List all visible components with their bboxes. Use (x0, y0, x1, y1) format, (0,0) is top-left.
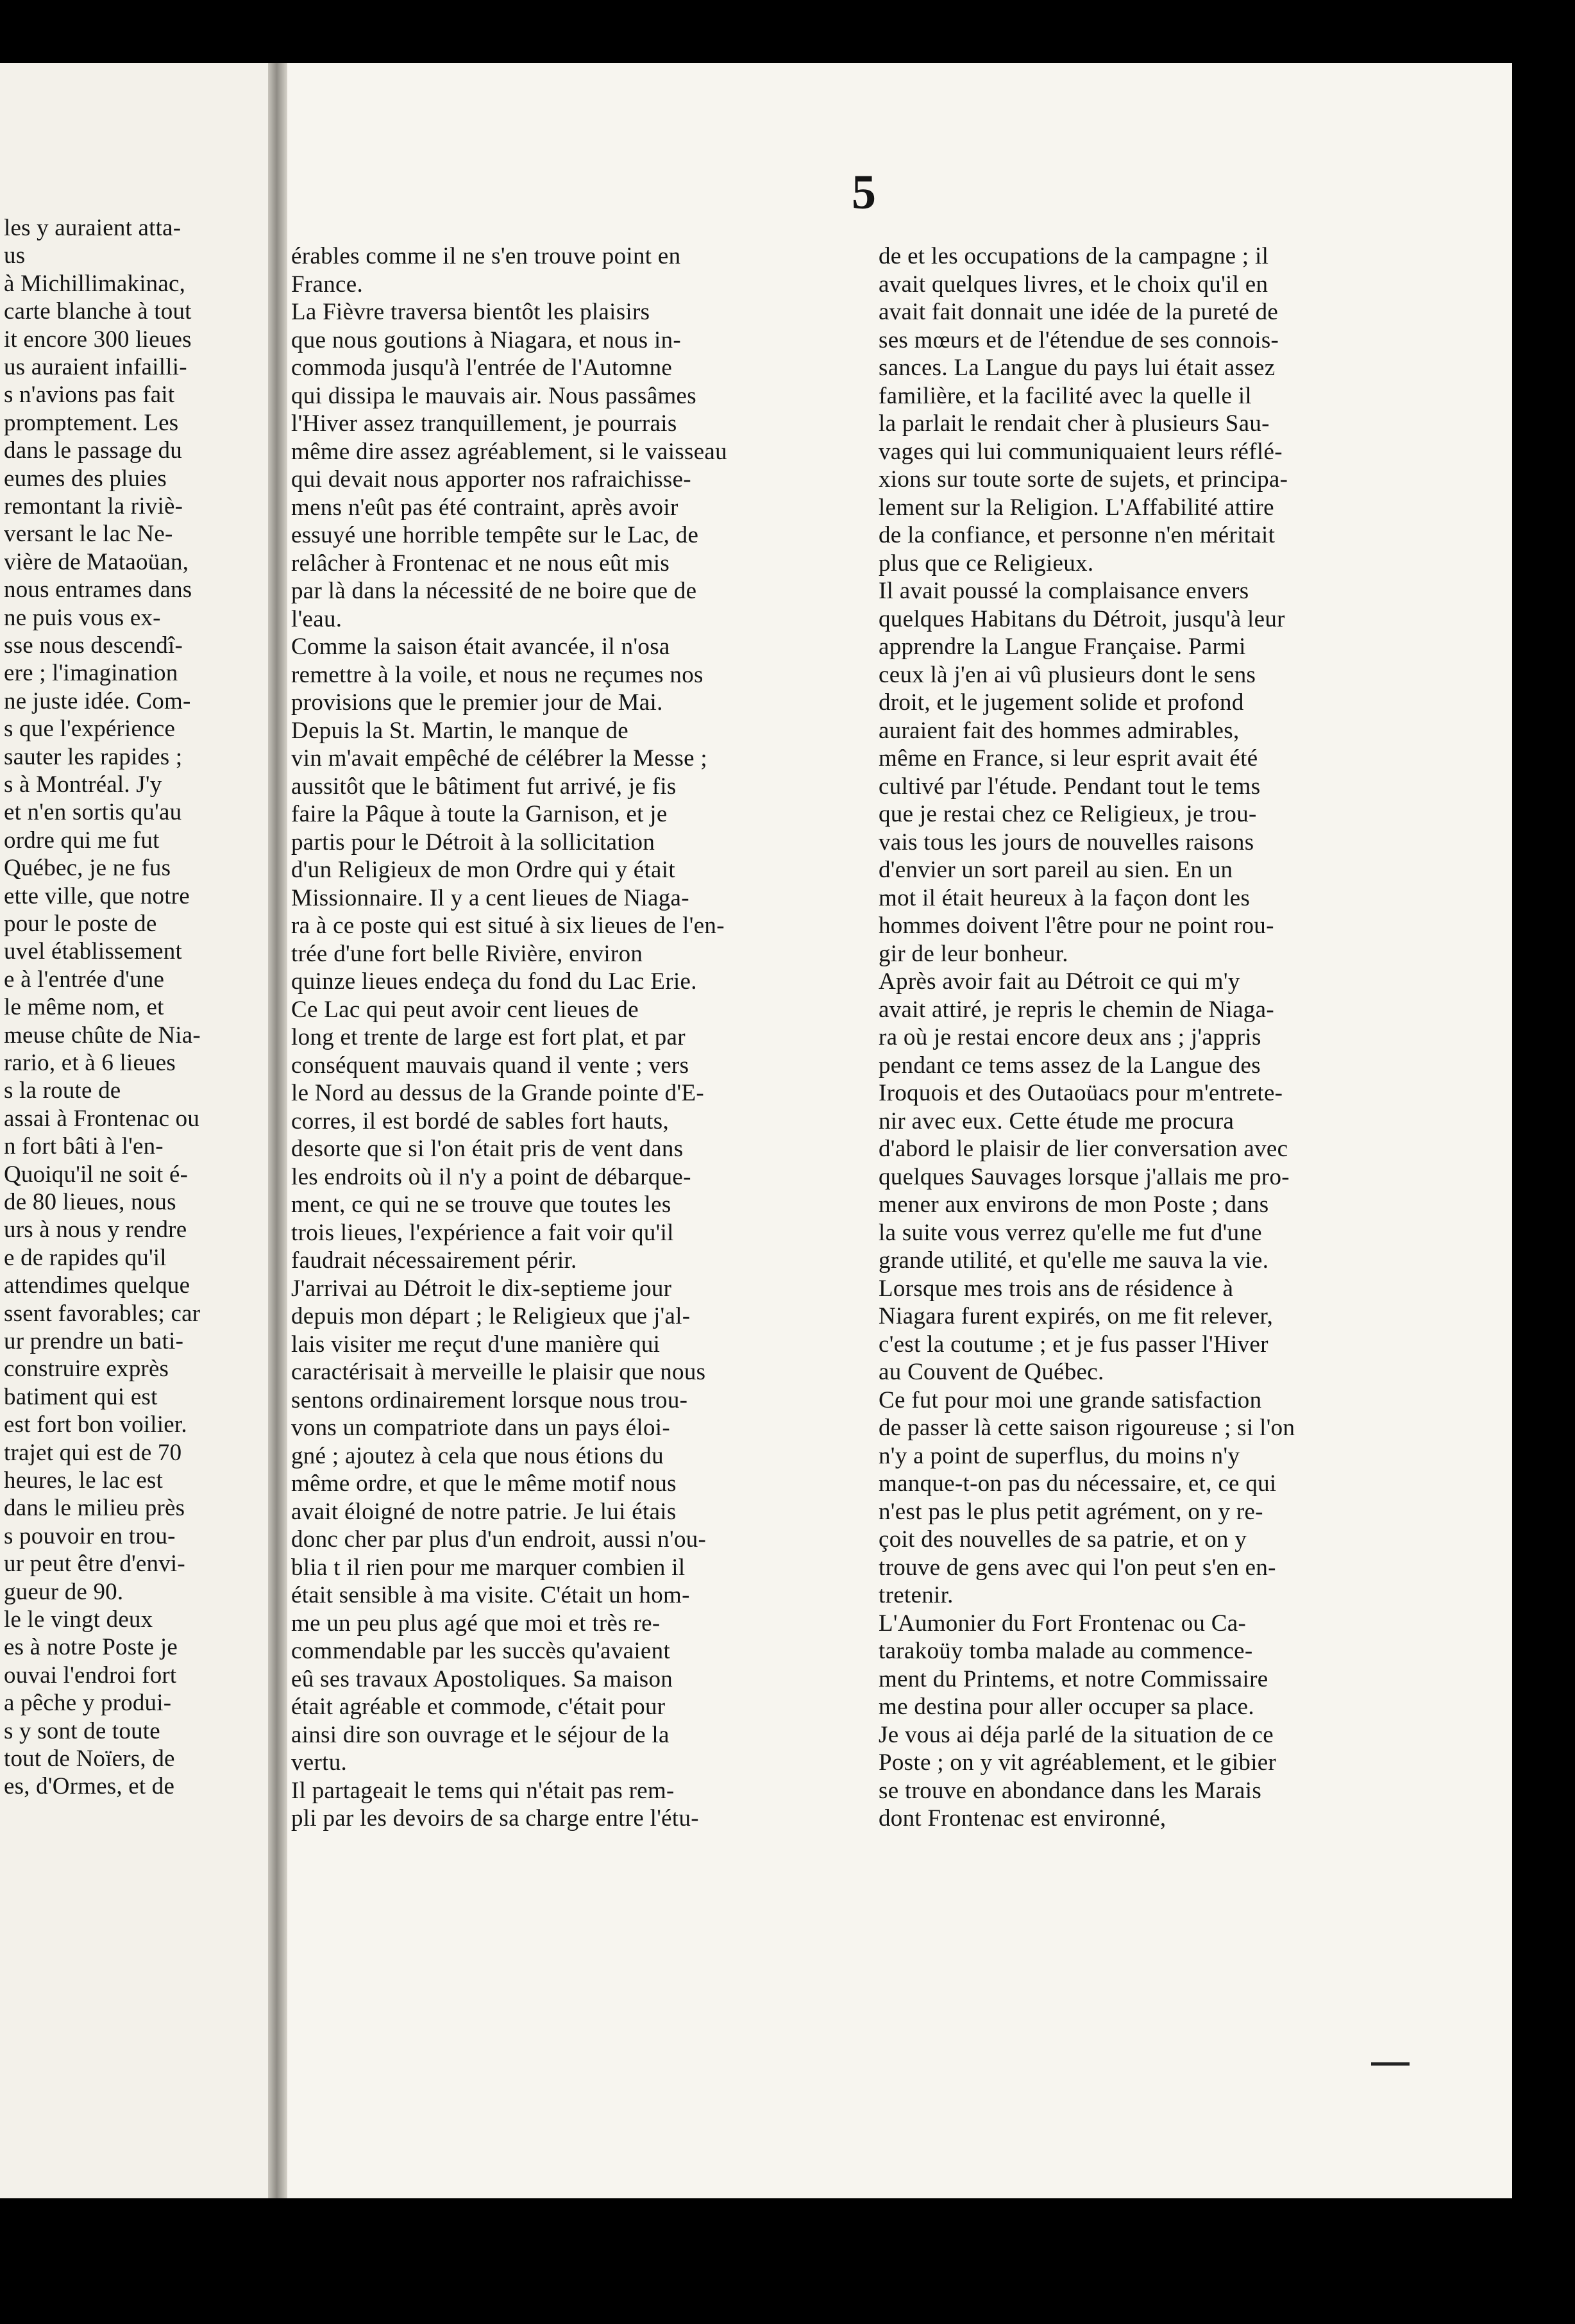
text-line: même dire assez agréablement, si le vaisseau (291, 438, 727, 465)
text-line: dans le milieu près (4, 1495, 185, 1522)
text-line: avait attiré, je repris le chemin de Niaga- (879, 996, 1274, 1023)
text-line: s n'avions pas fait (4, 382, 175, 408)
text-line: d'abord le plaisir de lier conversation avec (879, 1136, 1288, 1162)
text-line: de la confiance, et personne n'en méritait (879, 522, 1276, 548)
right-text-column (879, 242, 1448, 2153)
text-line: es, d'Ormes, et de (4, 1773, 175, 1800)
text-line: quelques Sauvages lorsque j'allais me pro- (879, 1163, 1290, 1190)
text-line: vais tous les jours de nouvelles raisons (879, 829, 1254, 855)
text-line: trajet qui est de 70 (4, 1439, 182, 1466)
text-line: remontant la riviè- (4, 493, 183, 519)
text-line: ment du Printems, et notre Commissaire (879, 1665, 1268, 1692)
text-line: batiment qui est (4, 1383, 158, 1410)
text-line: se trouve en abondance dans les Marais (879, 1777, 1262, 1804)
text-line: familière, et la facilité avec la quelle il (879, 382, 1252, 409)
text-line: le même nom, et (4, 994, 164, 1021)
text-line: manque-t-on pas du nécessaire, et, ce qui (879, 1470, 1277, 1497)
text-line: blia t il rien pour me marquer combien il (291, 1554, 686, 1581)
text-line: Il partageait le tems qui n'était pas rem- (291, 1777, 675, 1804)
text-line: Iroquois et des Outaoüacs pour m'entrete- (879, 1080, 1283, 1106)
closing-rule (1371, 2062, 1410, 2066)
text-line: l'Hiver assez tranquillement, je pourrais (291, 410, 677, 437)
text-line: provisions que le premier jour de Mai. (291, 689, 663, 716)
text-line: ssent favorables; car (4, 1300, 201, 1327)
text-line: ur prendre un bati- (4, 1328, 184, 1354)
text-line: lement sur la Religion. L'Affabilité attire (879, 494, 1274, 521)
text-line: heures, le lac est (4, 1467, 164, 1494)
text-line: que nous goutions à Niagara, et nous in- (291, 326, 681, 353)
text-line: nous entrames dans (4, 577, 192, 603)
text-line: vin m'avait empêché de célébrer la Messe ; (291, 745, 708, 771)
text-line: pendant ce tems assez de la Langue des (879, 1052, 1261, 1079)
text-line: tretenir. (879, 1582, 954, 1608)
right-page (287, 63, 1512, 2198)
text-line: uvel établissement (4, 938, 182, 965)
text-line: droit, et le jugement solide et profond (879, 689, 1244, 716)
text-line: mens n'eût pas été contraint, après avoir (291, 494, 678, 521)
text-line: avait fait donnait une idée de la pureté de (879, 299, 1279, 325)
text-line: était sensible à ma visite. C'était un hom- (291, 1582, 690, 1608)
text-line: us auraient infailli- (4, 354, 187, 380)
text-line: J'arrivai au Détroit le dix-septieme jour (291, 1275, 672, 1302)
text-line: çoit des nouvelles de sa patrie, et on y (879, 1526, 1247, 1553)
text-line: construire exprès (4, 1356, 169, 1383)
text-line: Après avoir fait au Détroit ce qui m'y (879, 968, 1240, 995)
text-line: s à Montréal. J'y (4, 771, 162, 798)
page-number: 5 (852, 165, 876, 219)
text-line: it encore 300 lieues (4, 326, 192, 353)
text-line: xions sur toute sorte de sujets, et principa- (879, 466, 1288, 493)
text-line: le Nord au dessus de la Grande pointe d'E- (291, 1080, 704, 1106)
text-line: eumes des pluies (4, 465, 167, 492)
text-line: relâcher à Frontenac et ne nous eût mis (291, 550, 670, 577)
text-line: promptement. Les (4, 409, 179, 436)
text-line: hommes doivent l'être pour ne point rou- (879, 913, 1274, 939)
text-line: s la route de (4, 1077, 121, 1104)
text-line: Il avait poussé la complaisance envers (879, 578, 1249, 604)
text-line: ordre qui me fut (4, 827, 160, 854)
text-line: était agréable et commode, c'était pour (291, 1694, 666, 1720)
text-line: eû ses travaux Apostoliques. Sa maison (291, 1665, 673, 1692)
text-line: vons un compatriote dans un pays éloi- (291, 1415, 670, 1441)
text-line: trouve de gens avec qui l'on peut s'en en- (879, 1554, 1276, 1581)
text-line: desorte que si l'on était pris de vent dans (291, 1136, 684, 1162)
text-line: gir de leur bonheur. (879, 940, 1068, 967)
text-line: donc cher par plus d'un endroit, aussi n'ou- (291, 1526, 707, 1553)
text-line: ra où je restai encore deux ans ; j'appris (879, 1024, 1261, 1050)
text-line: depuis mon départ ; le Religieux que j'al- (291, 1303, 691, 1329)
text-line: ses mœurs et de l'étendue de ses connois- (879, 326, 1279, 353)
text-line: meuse chûte de Nia- (4, 1022, 201, 1048)
text-line: France. (291, 271, 364, 298)
text-line: vages qui lui communiquaient leurs réflé- (879, 438, 1283, 465)
text-line: de passer là cette saison rigoureuse ; si l'on (879, 1415, 1295, 1441)
text-line: plus que ce Religieux. (879, 550, 1094, 577)
text-line: Québec, je ne fus (4, 855, 171, 882)
text-line: long et trente de large est fort plat, et par (291, 1024, 686, 1050)
text-line: L'Aumonier du Fort Frontenac ou Ca- (879, 1610, 1247, 1637)
text-line: tarakoüy tomba malade au commence- (879, 1638, 1253, 1664)
text-line: quinze lieues endeça du fond du Lac Erie. (291, 968, 697, 995)
text-line: n'y a point de superflus, du moins n'y (879, 1442, 1240, 1469)
text-line: faudrait nécessairement périr. (291, 1247, 577, 1274)
text-line: n'est pas le plus petit agrément, on y re- (879, 1498, 1263, 1525)
text-line: Depuis la St. Martin, le manque de (291, 717, 629, 744)
text-line: grande utilité, et qu'elle me sauva la vie. (879, 1247, 1269, 1274)
text-line: les y auraient atta- (4, 215, 181, 241)
text-line: de 80 lieues, nous (4, 1189, 176, 1215)
text-line: faire la Pâque à toute la Garnison, et je (291, 801, 668, 827)
text-line: a pêche y produi- (4, 1690, 172, 1717)
middle-text-column (287, 242, 857, 2153)
text-line: cultivé par l'étude. Pendant tout le tems (879, 773, 1261, 800)
text-line: apprendre la Langue Française. Parmi (879, 634, 1246, 660)
text-line: avait quelques livres, et le choix qu'il en (879, 271, 1268, 298)
text-line: et n'en sortis qu'au (4, 799, 182, 826)
text-line: Quoiqu'il ne soit é- (4, 1161, 189, 1188)
text-line: ment, ce qui ne se trouve que toutes les (291, 1191, 671, 1218)
text-line: es à notre Poste je (4, 1634, 178, 1661)
text-line: s pouvoir en trou- (4, 1522, 176, 1549)
text-line: pour le poste de (4, 911, 157, 937)
text-line: assai à Frontenac ou (4, 1105, 200, 1132)
text-line: Niagara furent expirés, on me fit relever, (879, 1303, 1274, 1329)
book-gutter (268, 63, 287, 2198)
text-line: ur peut être d'envi- (4, 1551, 185, 1578)
text-line: sentons ordinairement lorsque nous trou- (291, 1386, 688, 1413)
text-line: Ce Lac qui peut avoir cent lieues de (291, 996, 639, 1023)
text-line: mot il était heureux à la façon dont les (879, 884, 1251, 911)
text-line: partis pour le Détroit à la sollicitation (291, 829, 655, 855)
text-line: est fort bon voilier. (4, 1411, 187, 1438)
text-line: remettre à la voile, et nous ne reçumes nos (291, 661, 703, 688)
text-line: caractérisait à merveille le plaisir que nous (291, 1359, 706, 1385)
text-line: même en France, si leur esprit avait été (879, 745, 1258, 771)
text-line: me destina pour aller occuper sa place. (879, 1694, 1254, 1720)
text-line: pli par les devoirs de sa charge entre l'étu- (291, 1805, 699, 1831)
text-line: commendable par les succès qu'avaient (291, 1638, 671, 1664)
text-line: les endroits où il n'y a point de débarque- (291, 1163, 691, 1190)
text-line: vière de Mataoüan, (4, 548, 189, 575)
text-line: conséquent mauvais quand il vente ; vers (291, 1052, 689, 1079)
text-line: Je vous ai déja parlé de la situation de ce (879, 1721, 1274, 1748)
text-line: e de rapides qu'il (4, 1244, 167, 1271)
text-line: ne puis vous ex- (4, 604, 161, 631)
text-line: qui dissipa le mauvais air. Nous passâmes (291, 382, 696, 409)
text-line: que je restai chez ce Religieux, je trou- (879, 801, 1257, 827)
text-line: quelques Habitans du Détroit, jusqu'à leur (879, 605, 1285, 632)
text-line: ere ; l'imagination (4, 660, 178, 687)
text-line: de et les occupations de la campagne ; il (879, 243, 1269, 269)
text-line: au Couvent de Québec. (879, 1359, 1104, 1385)
text-line: même ordre, et que le même motif nous (291, 1470, 677, 1497)
text-line: mener aux environs de mon Poste ; dans (879, 1191, 1269, 1218)
text-line: corres, il est bordé de sables fort hauts, (291, 1107, 670, 1134)
text-line: La Fièvre traversa bientôt les plaisirs (291, 299, 650, 325)
text-line: trois lieues, l'expérience a fait voir qu'il (291, 1219, 674, 1246)
left-page-fragment (0, 63, 268, 2198)
text-line: ette ville, que notre (4, 882, 190, 909)
text-line: par là dans la nécessité de ne boire que de (291, 578, 697, 604)
text-line: sauter les rapides ; (4, 743, 183, 770)
text-line: Lorsque mes trois ans de résidence à (879, 1275, 1234, 1302)
text-line: sances. La Langue du pays lui était assez (879, 355, 1276, 381)
text-line: attendimes quelque (4, 1272, 190, 1299)
text-line: dans le passage du (4, 437, 182, 464)
text-line: e à l'entrée d'une (4, 966, 165, 993)
text-line: aussitôt que le bâtiment fut arrivé, je fis (291, 773, 677, 800)
text-line: us (4, 242, 26, 269)
text-line: gné ; ajoutez à cela que nous étions du (291, 1442, 664, 1469)
text-line: lais visiter me reçut d'une manière qui (291, 1331, 661, 1358)
text-line: tout de Noïers, de (4, 1746, 175, 1772)
text-line: n fort bâti à l'en- (4, 1133, 164, 1160)
text-line: me un peu plus agé que moi et très re- (291, 1610, 661, 1637)
text-line: auraient fait des hommes admirables, (879, 717, 1240, 744)
text-line: la parlait le rendait cher à plusieurs Sau- (879, 410, 1270, 437)
text-line: vertu. (291, 1749, 348, 1776)
text-line: ainsi dire son ouvrage et le séjour de la (291, 1721, 670, 1748)
text-line: l'eau. (291, 605, 342, 632)
text-line: nir avec eux. Cette étude me procura (879, 1107, 1234, 1134)
text-line: à Michillimakinac, (4, 270, 186, 297)
text-line: essuyé une horrible tempête sur le Lac, de (291, 522, 699, 548)
text-line: avait éloigné de notre patrie. Je lui étais (291, 1498, 677, 1525)
text-line: dont Frontenac est environné, (879, 1805, 1167, 1831)
text-line: Ce fut pour moi une grande satisfaction (879, 1386, 1262, 1413)
text-line: c'est la coutume ; et je fus passer l'Hiver (879, 1331, 1268, 1358)
text-line: sse nous descendî- (4, 632, 183, 659)
text-line: ceux là j'en ai vû plusieurs dont le sens (879, 661, 1256, 688)
text-line: gueur de 90. (4, 1578, 124, 1605)
text-line: ra à ce poste qui est situé à six lieues de l'en- (291, 913, 725, 939)
text-line: commoda jusqu'à l'entrée de l'Automne (291, 355, 673, 381)
text-line: qui devait nous apporter nos rafraichisse- (291, 466, 691, 493)
text-line: ouvai l'endroi fort (4, 1662, 177, 1688)
text-line: versant le lac Ne- (4, 521, 173, 548)
text-line: d'un Religieux de mon Ordre qui y était (291, 857, 675, 883)
text-line: carte blanche à tout (4, 298, 192, 325)
text-line: Poste ; on y vit agréablement, et le gibier (879, 1749, 1277, 1776)
text-line: urs à nous y rendre (4, 1217, 187, 1243)
text-line: rario, et à 6 lieues (4, 1050, 176, 1076)
text-line: Missionnaire. Il y a cent lieues de Niaga- (291, 884, 689, 911)
text-line: trée d'une fort belle Rivière, environ (291, 940, 643, 967)
text-line: s que l'expérience (4, 716, 176, 743)
text-line: érables comme il ne s'en trouve point en (291, 243, 681, 269)
text-line: ne juste idée. Com- (4, 687, 191, 714)
text-line: Comme la saison était avancée, il n'osa (291, 634, 670, 660)
text-line: d'envier un sort pareil au sien. En un (879, 857, 1233, 883)
text-line: s y sont de toute (4, 1717, 160, 1744)
text-line: la suite vous verrez qu'elle me fut d'une (879, 1219, 1262, 1246)
text-line: le le vingt deux (4, 1606, 153, 1633)
